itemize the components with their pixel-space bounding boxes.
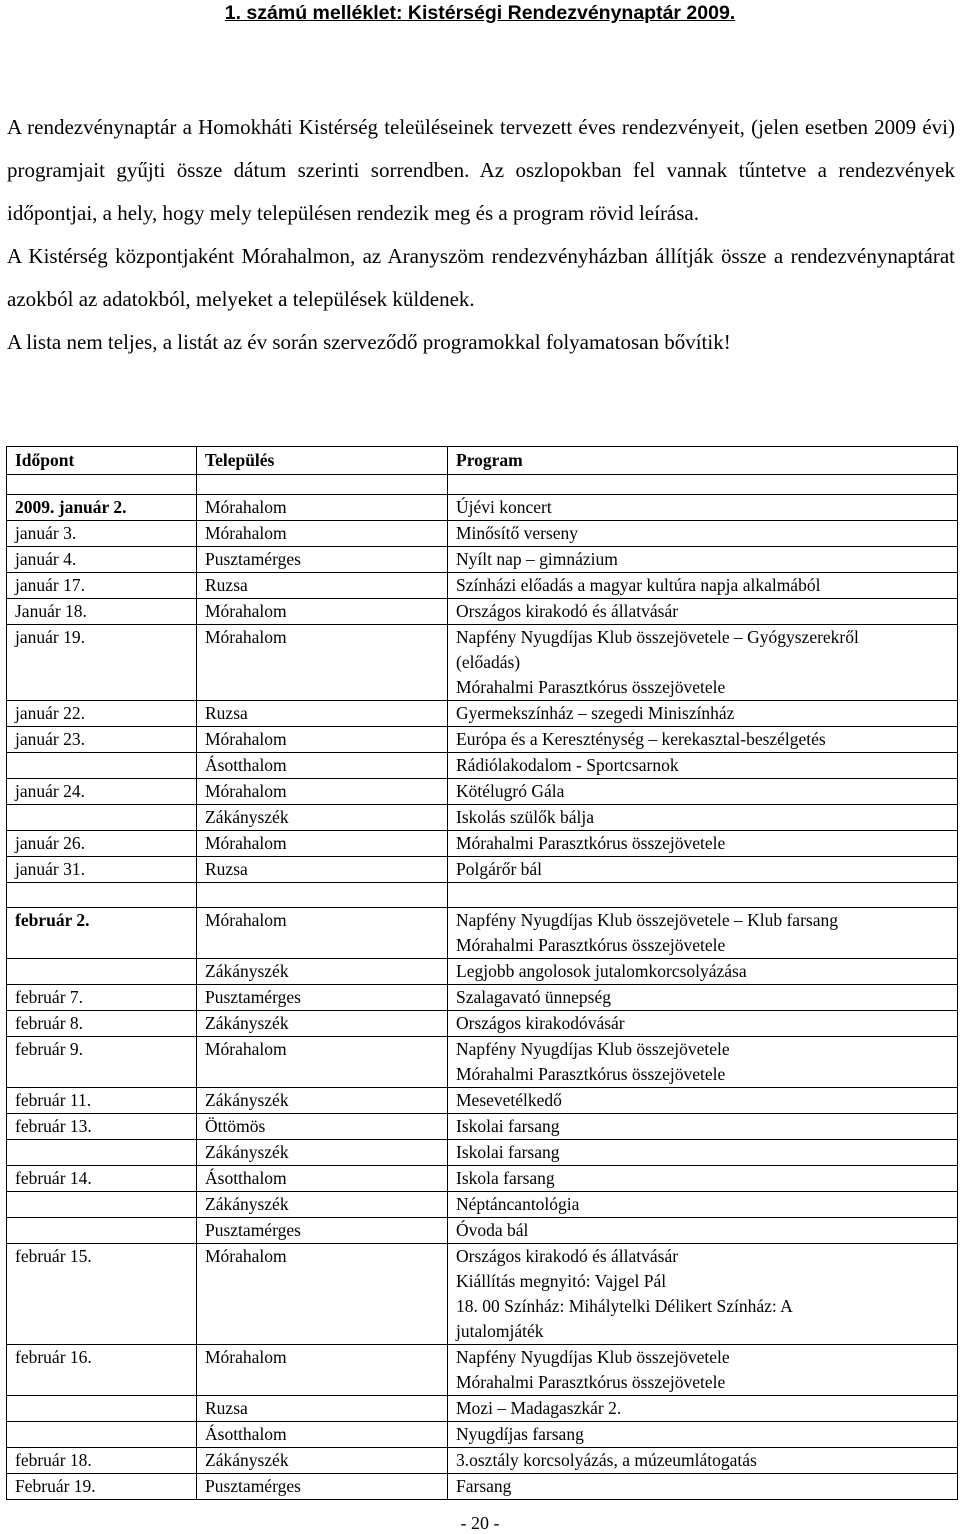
table-row [7,1166,958,1192]
event-program [448,701,958,727]
table-header-row [7,447,958,475]
program-line: Néptáncantológia [456,1194,580,1214]
program-line: Napfény Nyugdíjas Klub összejövetele – Klub farsang [456,910,838,930]
header-program: Program [448,447,958,475]
header-date: Időpont [7,447,197,475]
event-program [448,1448,958,1474]
program-line: Kötélugró Gála [456,781,565,801]
table-row [7,985,958,1011]
table-row [7,857,958,883]
program-line: Farsang [456,1476,512,1496]
event-place: Pusztamérges [197,1218,448,1244]
event-program [448,521,958,547]
table-row [7,1088,958,1114]
program-line: Iskolás szülők bálja [456,807,595,827]
program-line: Napfény Nyugdíjas Klub összejövetele [456,1347,730,1367]
event-place: Pusztamérges [197,547,448,573]
table-row [7,959,958,985]
program-line: Mórahalmi Parasztkórus összejövetele [456,1064,726,1084]
event-place: Mórahalom [197,779,448,805]
event-date: január 23. [7,727,197,753]
event-date [7,1422,197,1448]
event-program [448,831,958,857]
intro-text [7,106,955,364]
event-place: Pusztamérges [197,1474,448,1500]
table-row [7,1422,958,1448]
event-program [448,1114,958,1140]
table-row [7,1192,958,1218]
event-place: Mórahalom [197,908,448,959]
event-place: Mórahalom [197,1244,448,1345]
event-date: január 24. [7,779,197,805]
program-line: Európa és a Kereszténység – kerekasztal-beszélgetés [456,729,826,749]
table-row [7,495,958,521]
event-program [448,1218,958,1244]
event-date: február 8. [7,1011,197,1037]
event-date: január 17. [7,573,197,599]
program-line: Napfény Nyugdíjas Klub összejövetele [456,1039,730,1059]
event-program [448,1011,958,1037]
event-program [448,573,958,599]
table-row [7,1474,958,1500]
program-line: 3.osztály korcsolyázás, a múzeumlátogatás [456,1450,757,1470]
table-row [7,1244,958,1345]
program-line: Mórahalmi Parasztkórus összejövetele [456,935,726,955]
program-line: Országos kirakodó és állatvásár [456,601,679,621]
program-line: Gyermekszínház – szegedi Miniszínház [456,703,735,723]
header-place: Település [197,447,448,475]
program-line: Újévi koncert [456,497,552,517]
event-date: február 18. [7,1448,197,1474]
event-program [448,908,958,959]
event-program [448,495,958,521]
program-line: Iskola farsang [456,1168,555,1188]
event-place: Mórahalom [197,495,448,521]
event-program [448,1474,958,1500]
program-line: Kiállítás megnyitó: Vajgel Pál [456,1271,667,1291]
event-date [7,475,197,495]
event-date: Február 19. [7,1474,197,1500]
event-date: január 19. [7,625,197,701]
event-program [448,985,958,1011]
event-date: 2009. január 2. [7,495,197,521]
table-row [7,883,958,908]
program-line: Iskolai farsang [456,1116,560,1136]
event-place: Ásotthalom [197,753,448,779]
program-line: Mozi – Madagaszkár 2. [456,1398,622,1418]
event-place: Ruzsa [197,1396,448,1422]
table-row [7,908,958,959]
program-line: Mórahalmi Parasztkórus összejövetele [456,833,726,853]
table-row [7,1345,958,1396]
event-date: február 13. [7,1114,197,1140]
table-row [7,1037,958,1088]
event-program [448,1345,958,1396]
program-line: Napfény Nyugdíjas Klub összejövetele – Gyógyszerekről [456,627,859,647]
event-program [448,883,958,908]
event-program [448,1140,958,1166]
event-date: február 9. [7,1037,197,1088]
event-place: Ásotthalom [197,1422,448,1448]
event-place: Mórahalom [197,625,448,701]
table-row [7,1218,958,1244]
event-date [7,1192,197,1218]
event-date: Január 18. [7,599,197,625]
event-program [448,599,958,625]
program-line: 18. 00 Színház: Mihálytelki Délikert Színház: A [456,1296,793,1316]
event-place: Zákányszék [197,1140,448,1166]
event-place: Zákányszék [197,1088,448,1114]
event-program [448,753,958,779]
event-date: január 3. [7,521,197,547]
program-line: Nyugdíjas farsang [456,1424,584,1444]
program-line: Legjobb angolosok jutalomkorcsolyázása [456,961,747,981]
event-place: Mórahalom [197,521,448,547]
event-place: Mórahalom [197,1345,448,1396]
event-program [448,1396,958,1422]
program-line: Polgárőr bál [456,859,543,879]
event-program [448,1037,958,1088]
event-place: Öttömös [197,1114,448,1140]
event-program [448,959,958,985]
event-date [7,883,197,908]
event-date: február 14. [7,1166,197,1192]
event-date: január 31. [7,857,197,883]
event-place: Zákányszék [197,1011,448,1037]
table-row [7,753,958,779]
program-line: Nyílt nap – gimnázium [456,549,618,569]
table-row [7,547,958,573]
program-line: Színházi előadás a magyar kultúra napja alkalmából [456,575,821,595]
table-row [7,475,958,495]
event-place: Pusztamérges [197,985,448,1011]
table-row [7,1011,958,1037]
event-program [448,547,958,573]
event-place: Ruzsa [197,857,448,883]
event-program [448,475,958,495]
table-row [7,625,958,701]
event-program [448,1192,958,1218]
event-date: február 2. [7,908,197,959]
event-place: Mórahalom [197,599,448,625]
event-date: február 11. [7,1088,197,1114]
intro-paragraph: A rendezvénynaptár a Homokháti Kistérség teleüléseinek tervezett éves rendezvényeit, (jelen esetben 2009 évi) programjait gyűjti össze dátum szerinti sorrendben. Az oszlopokban fel vannak tűntetve a rendezvények időpontjai, a hely, hogy mely településen rendezik meg és a program rövid leírása. [7,115,955,225]
table-row [7,805,958,831]
intro-paragraph: A Kistérség központjaként Mórahalmon, az Aranyszöm rendezvényházban állítják össze a rendezvénynaptárat azokból az adatokból, melyeket a települések küldenek. [7,244,955,311]
event-program [448,1244,958,1345]
event-place: Ásotthalom [197,1166,448,1192]
event-program [448,857,958,883]
event-place: Zákányszék [197,1448,448,1474]
event-program [448,727,958,753]
table-row [7,1140,958,1166]
event-date [7,805,197,831]
program-line: Mesevetélkedő [456,1090,562,1110]
page-number: - 20 - [460,1513,500,1533]
event-date: január 4. [7,547,197,573]
table-row [7,779,958,805]
event-calendar-table [6,446,958,1500]
intro-paragraph: A lista nem teljes, a listát az év során szerveződő programokkal folyamatosan bővítik! [7,330,731,354]
event-program [448,1166,958,1192]
event-program [448,1422,958,1448]
table-row [7,521,958,547]
table-row [7,727,958,753]
event-place: Mórahalom [197,1037,448,1088]
event-program [448,625,958,701]
program-line: Országos kirakodóvásár [456,1013,625,1033]
table-row [7,599,958,625]
program-line: Iskolai farsang [456,1142,560,1162]
event-date: február 15. [7,1244,197,1345]
event-date [7,1140,197,1166]
program-line: Rádiólakodalom - Sportcsarnok [456,755,679,775]
program-line: Szalagavató ünnepség [456,987,612,1007]
program-line: Mórahalmi Parasztkórus összejövetele [456,677,726,697]
event-program [448,805,958,831]
event-place: Zákányszék [197,959,448,985]
event-place [197,475,448,495]
event-date: január 22. [7,701,197,727]
table-row [7,701,958,727]
program-line: Óvoda bál [456,1220,529,1240]
table-row [7,1114,958,1140]
program-line: (előadás) [456,652,521,672]
event-place: Mórahalom [197,727,448,753]
event-place: Zákányszék [197,805,448,831]
event-place: Zákányszék [197,1192,448,1218]
event-place: Ruzsa [197,701,448,727]
event-date [7,753,197,779]
table-row [7,831,958,857]
event-date [7,1218,197,1244]
program-line: jutalomjáték [456,1321,544,1341]
event-date: január 26. [7,831,197,857]
event-date [7,1396,197,1422]
event-place [197,883,448,908]
table-row [7,1396,958,1422]
event-date [7,959,197,985]
event-place: Mórahalom [197,831,448,857]
event-date: február 16. [7,1345,197,1396]
event-program [448,1088,958,1114]
program-line: Minősítő verseny [456,523,579,543]
table-row [7,1448,958,1474]
event-date: február 7. [7,985,197,1011]
event-program [448,779,958,805]
program-line: Mórahalmi Parasztkórus összejövetele [456,1372,726,1392]
event-place: Ruzsa [197,573,448,599]
page-title: 1. számú melléklet: Kistérségi Rendezvénynaptár 2009. [224,2,736,24]
table-row [7,573,958,599]
program-line: Országos kirakodó és állatvásár [456,1246,679,1266]
